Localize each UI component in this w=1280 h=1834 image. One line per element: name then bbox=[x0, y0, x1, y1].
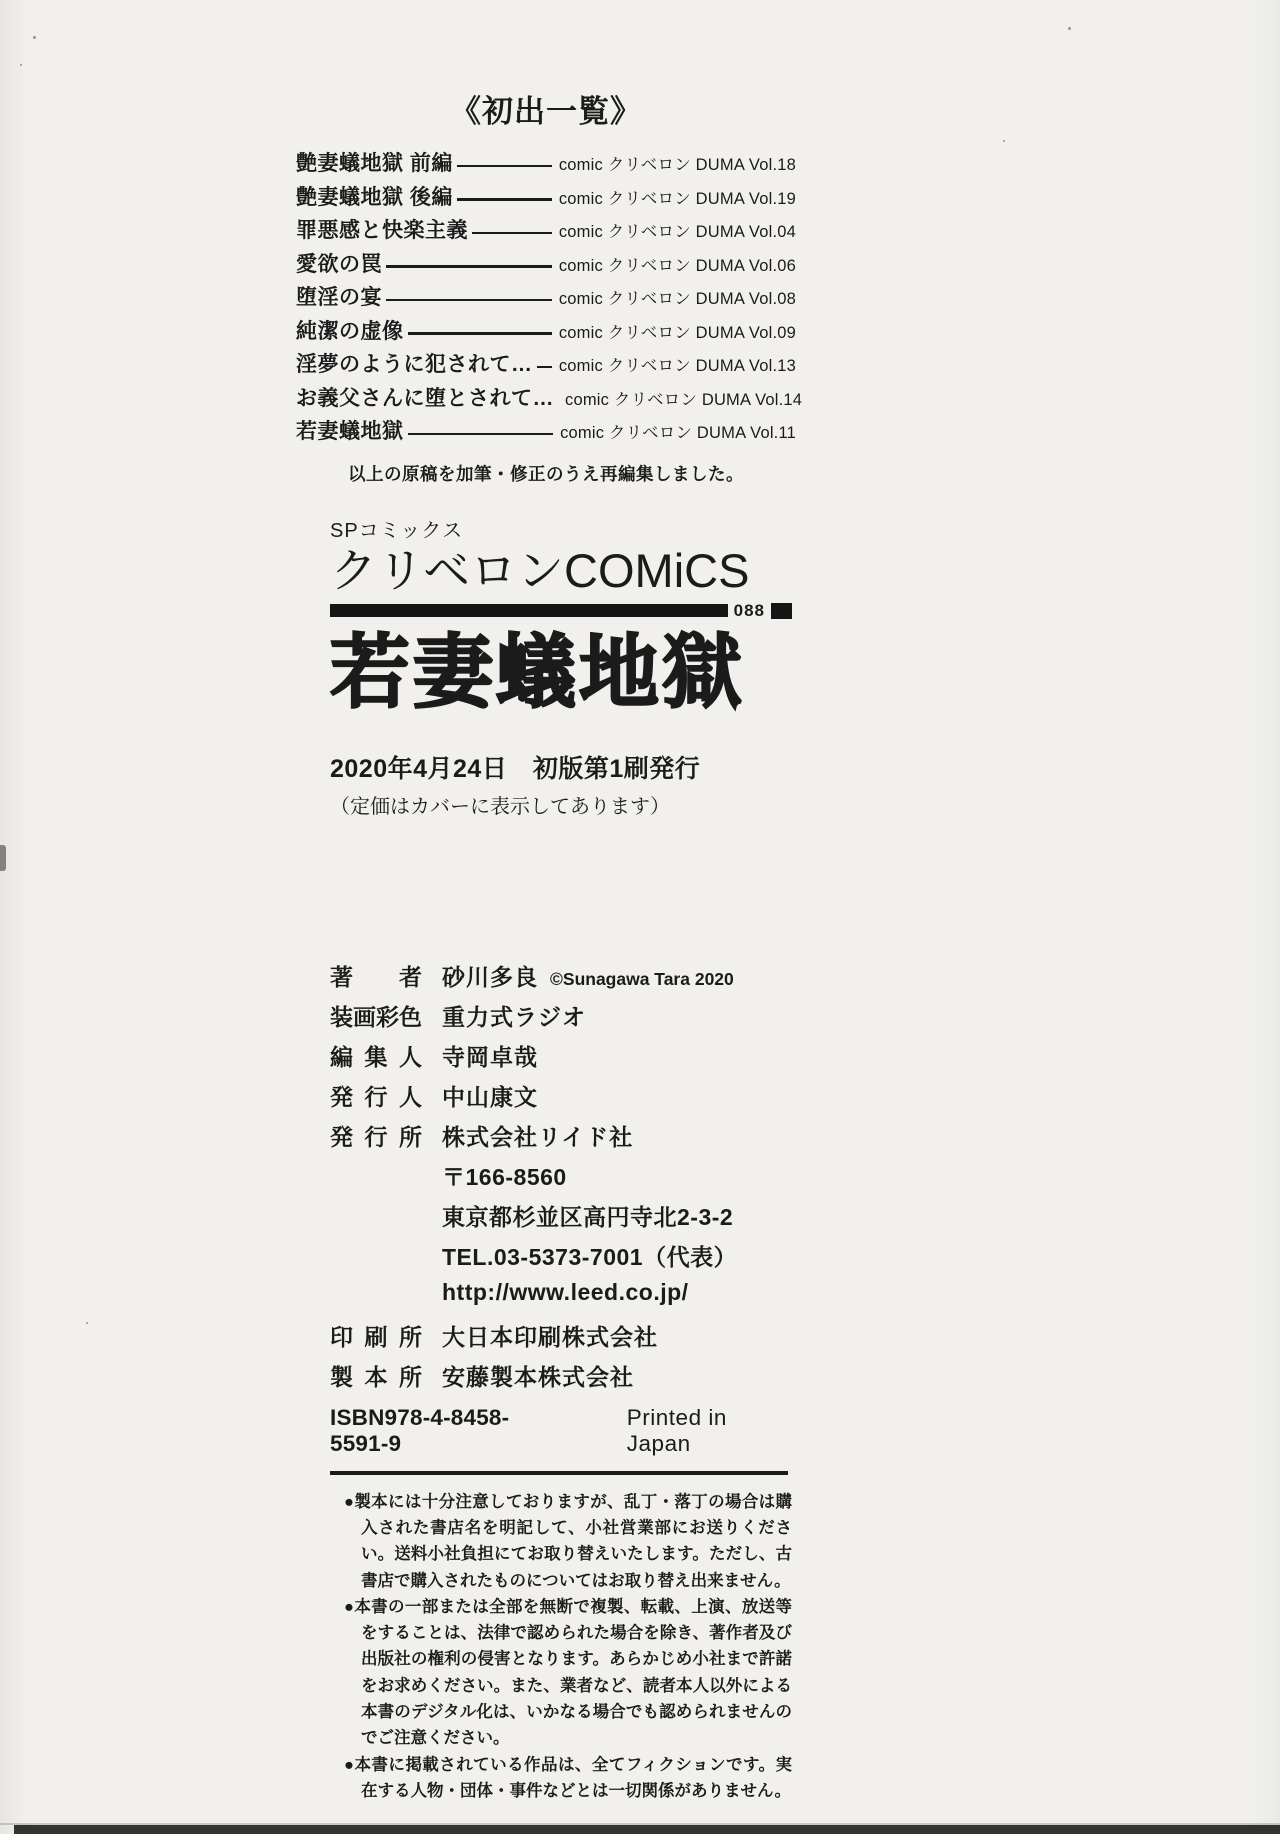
credit-label: 装画彩色 bbox=[330, 1003, 422, 1030]
notice-text: 本書に掲載されている作品は、全てフィクションです。実在する人物・団体・事件などとは一切関係がありません。 bbox=[354, 1755, 793, 1800]
credit-row bbox=[330, 1359, 792, 1399]
isbn-row bbox=[330, 1405, 788, 1457]
phone-line: TEL.03-5373-7001（代表） bbox=[442, 1243, 738, 1270]
leader-line bbox=[537, 366, 552, 369]
printed-in-label: Printed in Japan bbox=[626, 1404, 727, 1456]
leader-line bbox=[457, 198, 552, 201]
section-heading: 《初出一覧》 bbox=[450, 94, 642, 129]
work-title: お義父さんに堕とされて… bbox=[296, 386, 554, 410]
black-bar bbox=[330, 604, 728, 617]
work-title: 艶妻蟻地獄 後編 bbox=[296, 185, 453, 209]
work-title: 堕淫の宴 bbox=[296, 286, 382, 309]
legal-notices bbox=[344, 1489, 792, 1805]
work-title: 淫夢のように犯されて… bbox=[296, 353, 533, 376]
leader-line bbox=[386, 265, 552, 268]
credit-label: 印刷所 bbox=[330, 1323, 422, 1350]
credit-row bbox=[330, 1119, 792, 1159]
imprint-logo: クリベロンCOMiCS bbox=[330, 544, 750, 597]
credit-value: 中山康文 bbox=[442, 1083, 538, 1110]
scan-speck bbox=[86, 1322, 88, 1324]
black-square-icon bbox=[771, 603, 792, 619]
bullet-icon: ● bbox=[344, 1755, 355, 1774]
credit-value: 安藤製本株式会社 bbox=[442, 1363, 634, 1390]
scan-speck bbox=[33, 36, 36, 39]
publication-row bbox=[296, 382, 803, 416]
volume-number: 088 bbox=[733, 600, 765, 620]
series-label: SPコミックス bbox=[330, 520, 464, 542]
source-label: comic クリベロン DUMA Vol.09 bbox=[558, 323, 796, 342]
source-label: comic クリベロン DUMA Vol.06 bbox=[558, 256, 796, 275]
volume-bar bbox=[330, 601, 792, 621]
scan-smudge bbox=[0, 845, 6, 871]
address-line: 東京都杉並区高円寺北2-3-2 bbox=[442, 1203, 734, 1230]
work-title: 罪悪感と快楽主義 bbox=[296, 219, 468, 242]
bullet-icon: ● bbox=[344, 1492, 355, 1511]
website-url: http://www.leed.co.jp/ bbox=[442, 1278, 689, 1305]
credit-row bbox=[330, 999, 792, 1039]
source-label: comic クリベロン DUMA Vol.19 bbox=[558, 189, 796, 208]
colophon-section bbox=[330, 514, 792, 1804]
credit-value: 大日本印刷株式会社 bbox=[442, 1323, 658, 1350]
publication-row bbox=[296, 415, 796, 449]
source-label: comic クリベロン DUMA Vol.13 bbox=[558, 357, 796, 375]
work-title: 純潔の虚像 bbox=[296, 319, 404, 343]
scan-edge bbox=[14, 1825, 1280, 1834]
source-label: comic クリベロン DUMA Vol.11 bbox=[560, 424, 796, 442]
publication-row bbox=[296, 248, 796, 282]
source-label: comic クリベロン DUMA Vol.04 bbox=[558, 223, 796, 241]
notice-item bbox=[344, 1594, 792, 1752]
source-label: comic クリベロン DUMA Vol.18 bbox=[558, 156, 796, 174]
leader-line bbox=[386, 299, 552, 302]
publication-row bbox=[296, 348, 796, 382]
credit-label: 編集人 bbox=[330, 1043, 422, 1070]
credit-label: 発行所 bbox=[330, 1123, 422, 1150]
publication-row bbox=[296, 315, 796, 349]
credit-row bbox=[330, 1079, 792, 1119]
credit-value: 砂川多良 bbox=[442, 963, 538, 990]
work-title: 愛欲の罠 bbox=[296, 252, 382, 276]
credit-value: 重力式ラジオ bbox=[442, 1003, 586, 1030]
credit-row bbox=[330, 959, 792, 999]
postal-code: 〒166-8560 bbox=[442, 1163, 567, 1190]
credit-value: 株式会社リイド社 bbox=[442, 1123, 634, 1150]
divider-rule bbox=[330, 1471, 788, 1475]
publisher-address-block bbox=[442, 1159, 792, 1319]
credit-label: 製本所 bbox=[330, 1363, 422, 1390]
leader-line bbox=[408, 332, 552, 335]
publication-row bbox=[296, 214, 796, 248]
notice-item bbox=[344, 1752, 792, 1805]
notice-item bbox=[344, 1489, 792, 1594]
first-publication-section bbox=[296, 86, 803, 486]
credits-block bbox=[330, 959, 792, 1399]
reedit-note: 以上の原稿を加筆・修正のうえ再編集しました。 bbox=[348, 463, 744, 484]
credit-row bbox=[330, 1039, 792, 1079]
price-note: （定価はカバーに表示してあります） bbox=[330, 795, 670, 818]
publication-row bbox=[296, 281, 796, 315]
source-label: comic クリベロン DUMA Vol.08 bbox=[558, 290, 796, 308]
scan-speck bbox=[1068, 27, 1071, 30]
edition-line: 2020年4月24日 初版第1刷発行 bbox=[330, 754, 701, 783]
isbn-number: ISBN978-4-8458-5591-9 bbox=[330, 1404, 510, 1456]
notice-text: 本書の一部または全部を無断で複製、転載、上演、放送等をすることは、法律で認められた場合を除き、著作者及び出版社の権利の侵害となります。あらかじめ小社まで許諾をお求めください。また、業者など、読者本人以外による本書のデジタル化は、いかなる場合でも認められませんのでご注意ください。 bbox=[354, 1597, 793, 1748]
copyright-credit: ©Sunagawa Tara 2020 bbox=[550, 968, 734, 989]
scan-speck bbox=[1003, 140, 1005, 142]
leader-line bbox=[408, 433, 554, 436]
notice-text: 製本には十分注意しておりますが、乱丁・落丁の場合は購入された書店名を明記して、小社営業部にお送りください。送料小社負担にてお取り替えいたします。ただし、古書店で購入されたものについてはお取り替え出来ません。 bbox=[354, 1492, 793, 1590]
leader-line bbox=[457, 165, 552, 168]
credit-label: 著 者 bbox=[330, 963, 422, 990]
leader-line bbox=[472, 232, 552, 235]
credit-label: 発行人 bbox=[330, 1083, 422, 1110]
publication-row bbox=[296, 147, 796, 181]
book-title: 若妻蟻地獄 bbox=[330, 627, 745, 717]
work-title: 若妻蟻地獄 bbox=[296, 420, 404, 443]
publication-row bbox=[296, 181, 796, 215]
source-label: comic クリベロン DUMA Vol.14 bbox=[565, 390, 803, 409]
work-title: 艶妻蟻地獄 前編 bbox=[296, 152, 453, 175]
credit-row bbox=[330, 1319, 792, 1359]
bullet-icon: ● bbox=[344, 1597, 355, 1616]
credit-value: 寺岡卓哉 bbox=[442, 1043, 538, 1070]
scan-speck bbox=[20, 64, 22, 66]
